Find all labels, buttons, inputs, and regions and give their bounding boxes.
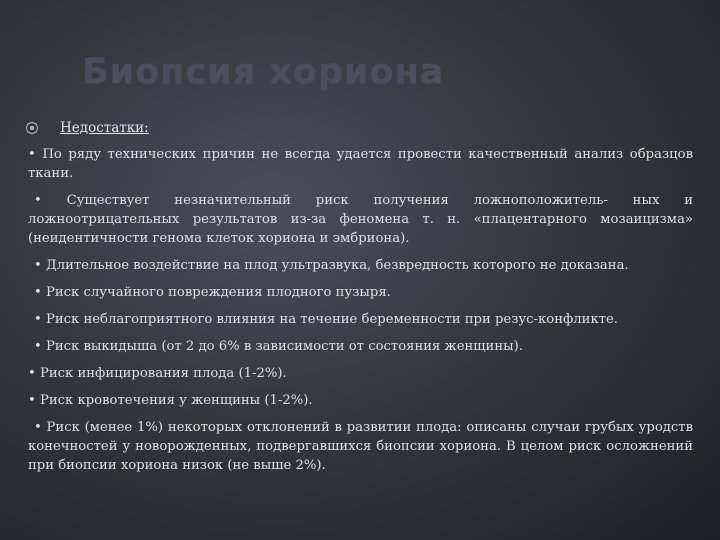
list-item: • Существует незначительный риск получения ложноположитель- ных и ложноотрицательных результатов из-за феномена т. н. «плацентарного мозаицизма» (неидентичности генома клеток хориона и эмбриона). xyxy=(28,193,693,246)
list-item: • Риск неблагоприятного влияния на течение беременности при резус-конфликте. xyxy=(34,312,619,327)
list-item: • Риск случайного повреждения плодного пузыря. xyxy=(34,285,391,300)
list-item: • Риск инфицирования плода (1-2%). xyxy=(28,366,287,381)
list-item: • Риск выкидыша (от 2 до 6% в зависимости от состояния женщины). xyxy=(34,339,523,354)
list-item: • Длительное воздействие на плод ультразвука, безвредность которого не доказана. xyxy=(34,258,629,273)
circle-bullet-icon xyxy=(26,122,38,134)
bullet-list xyxy=(28,145,693,483)
list-item: • Риск (менее 1%) некоторых отклонений в развитии плода: описаны случаи грубых уродств конечностей у новорожденных, подвергавшихся биопсии хориона. В целом риск осложнений при биопсии хориона низок (не выше 2%). xyxy=(28,420,693,473)
list-item: • Риск кровотечения у женщины (1-2%). xyxy=(28,393,313,408)
section-header xyxy=(26,120,149,136)
section-label: Недостатки: xyxy=(60,120,149,136)
list-item: • По ряду технических причин не всегда удается провести качественный анализ образцов ткани. xyxy=(28,147,693,181)
slide-title: Биопсия хориона xyxy=(82,52,445,92)
